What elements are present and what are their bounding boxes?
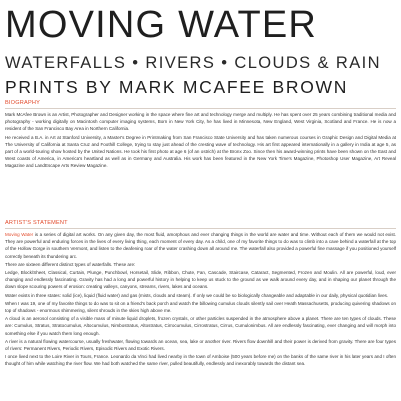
biography-paragraph: Mark McAfee Brown is an Artist, Photographer and Designer working in the space where fine art and technology merge and multiply. He has spent over 25 years combining traditional media and photography - working digitally on Macintosh computer imaging systems, Born in New York City, he has lived in Minnesota, New England, West Virginia, Scotland and France. He is now a resident of the San Francisco Bay Area in Northern California. — [5, 112, 396, 132]
biography-body — [5, 111, 396, 198]
statement-paragraph: Water exists in three states: solid (ice), liquid (fluid water) and gas (mists, clouds and steam). If only we could be so biologically changeable and adaptable in our daily, physical quotidian lives. — [5, 292, 389, 298]
statement-paragraph: A cloud is an aerosol consisting of a visible mass of minute liquid droplets, frozen crystals, or other particles suspended in the atmosphere above a planet. There are ten types of clouds. These are: Cumulus, Stratus, Stratocumulus, Altocumulus, Nimbostratus, Altostratus, Cirrocumulus, Cirrostratus, Cirrus, Cumulonimbus. All are endlessly fascinating, ever changing and will morph into something else if you watch them long enough. — [5, 316, 396, 336]
biography-divider — [5, 108, 396, 109]
statement-paragraph: Ledge, Block/Sheet, Classical, Curtain, Plunge, Punchbowl, Horsetail, Slide, Ribbon, Chute, Fan, Cascade, Staircase, Cataract, Segmented, Frozen and Moulin. All are powerful, loud, ever changing and endlessly fascinating. Gravity has had a long and powerful history in helping to keep us stuck to the ground as we walk around every day, and in shaping our planet through the down slope scouring powers of erosion: creating valleys, canyons, streams, rivers, lakes and oceans. — [5, 270, 396, 290]
page-title: MOVING WATER — [5, 4, 318, 46]
statement-intro — [5, 231, 396, 260]
statement-paragraph: There are sixteen different distinct types of waterfalls. These are: — [5, 261, 136, 267]
prints-by-line: PRINTS BY MARK MCAFEE BROWN — [5, 77, 349, 97]
statement-intro-text: is a series of digital art works. On any given day, the most fluid, amorphous and ever changing things in the world are water and time. Without each of them we would not exist. They are powerful and enduring forces in the lives of every living thing, each moment of every day. As a child, one of my favorite things to do was to climb into a cave behind a waterfall at the top of the Hollow Gorge in southern Vermont, and listen to the deafening roar of the water crashing down all around me. The waterfall also provided a powerful fine massage if you positioned yourself correctly beneath its thundering arc. — [5, 232, 396, 259]
statement-paragraph: I once lived next to the Loire River in Tours, France. Leonardo da Vinci had lived nearby in the town of Amboise (500 years before me) on the banks of the same river in his later years and I often thought of him while watching the river flow. We had both watched the same river, pulled beautifully, endlessly and inexorably towards the distant sea. — [5, 354, 396, 367]
series-name-highlight: Moving Water — [5, 232, 34, 237]
statement-body — [5, 231, 396, 399]
biography-heading: BIOGRAPHY — [5, 100, 41, 106]
statement-paragraph: A river is a natural flowing watercourse, usually freshwater, flowing towards an ocean, sea, lake or another river. Rivers flow downhill and their power is derived from gravity. There are four types of rivers: Permanent Rivers, Periodic Rivers, Episodic Rivers and Exotic Rivers. — [5, 338, 396, 352]
page-subtitle: WATERFALLS • RIVERS • CLOUDS & RAIN — [5, 54, 381, 72]
artists-statement-heading: ARTIST'S STATEMENT — [5, 220, 68, 226]
statement-paragraph: When I was 19, one of my favorite things to do was to sit on a friend's back porch and watch the billowing cumulus clouds silently sail over Heath Massachusetts, producing quivering shadows on top of shadows - enormous shimmering, silent shrouds in the skies high above me. — [5, 300, 396, 314]
statement-divider — [5, 228, 396, 229]
biography-paragraph: He received a B.A. in Art at Stanford University, a Master's Degree in Printmaking from San Francisco State University and has taken numerous courses in Graphic Design and Digital Media at The University of California at Santa Cruz and Foothill College, trying to stay just ahead of the cresting wave of technology. His art first appeared internationally in a gallery in India at age 5, as part of a world-touring show hosted by the United Nations. He took his first photo at age 6 (of an ostrich) at the Bronx Zoo. Since then his award-winning prints have been shown on the East and West coasts of America, in America's heartland as well as in Germany and Australia. His work has been featured in the New York Time's Magazine, Photoshop User Magazine, Art Reveal Magazine and LandEscape Arts Review Magazine. — [5, 134, 396, 169]
